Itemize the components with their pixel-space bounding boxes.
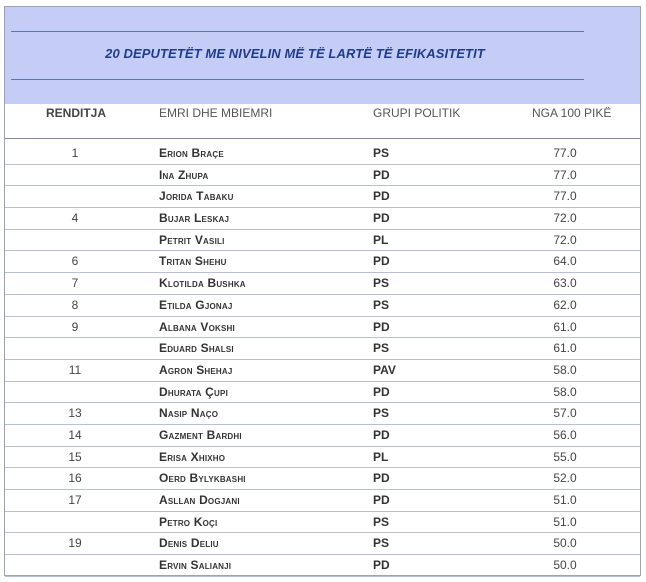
group-cell: PS xyxy=(373,536,390,551)
score-cell: 58.0 xyxy=(553,384,577,399)
rank-cell: 11 xyxy=(68,362,82,377)
score-cell: 63.0 xyxy=(553,276,577,291)
name-cell: Albana Vokshi xyxy=(159,319,235,334)
score-cell: 50.0 xyxy=(553,558,577,573)
group-cell: PD xyxy=(373,471,390,486)
group-cell: PL xyxy=(373,232,389,247)
table-row xyxy=(5,317,640,339)
banner-top-rule xyxy=(11,31,584,32)
name-cell: Petrit Vasili xyxy=(159,232,225,247)
name-cell: Denis Deliu xyxy=(159,536,219,551)
score-cell: 57.0 xyxy=(553,406,577,421)
score-cell: 52.0 xyxy=(553,471,577,486)
group-cell: PAV xyxy=(373,362,396,377)
table-row xyxy=(5,338,640,360)
name-cell: Erisa Xhixho xyxy=(159,449,226,464)
score-cell: 72.0 xyxy=(553,232,577,247)
group-cell: PS xyxy=(373,514,390,529)
score-cell: 77.0 xyxy=(553,167,577,182)
name-cell: Bujar Leskaj xyxy=(159,211,230,226)
header-name: EMRI DHE MBIEMRI xyxy=(159,106,273,120)
table-row xyxy=(5,555,640,577)
group-cell: PD xyxy=(373,211,390,226)
group-cell: PS xyxy=(373,146,390,160)
name-cell: Eduard Shalsi xyxy=(159,341,234,356)
name-cell: Petro Koçi xyxy=(159,514,218,529)
score-cell: 62.0 xyxy=(553,297,577,312)
rank-cell: 14 xyxy=(68,427,82,442)
group-cell: PS xyxy=(373,406,390,421)
group-cell: PS xyxy=(373,276,390,291)
table-row xyxy=(5,533,640,555)
group-cell: PD xyxy=(373,167,390,182)
name-cell: Asllan Dogjani xyxy=(159,493,240,507)
group-cell: PS xyxy=(373,297,390,312)
score-cell: 50.0 xyxy=(553,536,577,551)
table-row xyxy=(5,425,640,447)
score-cell: 77.0 xyxy=(553,146,577,160)
rank-cell: 9 xyxy=(71,319,79,334)
name-cell: Gazment Bardhi xyxy=(159,427,242,442)
rank-cell: 13 xyxy=(68,406,82,421)
table-frame xyxy=(4,6,641,576)
score-cell: 58.0 xyxy=(553,362,577,377)
table-row xyxy=(5,360,640,382)
table-row xyxy=(5,165,640,187)
table-row xyxy=(5,186,640,208)
header-rank: RENDITJA xyxy=(46,106,107,120)
name-cell: Ina Zhupa xyxy=(159,167,209,182)
group-cell: PD xyxy=(373,427,390,442)
name-cell: Agron Shehaj xyxy=(159,362,233,377)
group-cell: PL xyxy=(373,449,389,464)
group-cell: PD xyxy=(373,254,390,269)
table-row xyxy=(5,251,640,273)
name-cell: Klotilda Bushka xyxy=(159,276,246,291)
table-row xyxy=(5,403,640,425)
rank-cell: 15 xyxy=(68,449,82,464)
rank-cell: 6 xyxy=(71,254,79,269)
rank-cell: 16 xyxy=(68,471,82,486)
table-row xyxy=(5,143,640,165)
table-title: 20 DEPUTETËT ME NIVELIN MË TË LARTË TË EFIKASITETIT xyxy=(105,46,485,61)
group-cell: PD xyxy=(373,189,390,204)
group-cell: PD xyxy=(373,558,390,573)
header-score: NGA 100 PIKË xyxy=(532,106,612,120)
table-row xyxy=(5,208,640,230)
table-row xyxy=(5,295,640,317)
table-row xyxy=(5,273,640,295)
name-cell: Etilda Gjonaj xyxy=(159,297,233,312)
score-cell: 61.0 xyxy=(553,319,577,334)
group-cell: PD xyxy=(373,384,390,399)
table-row xyxy=(5,230,640,252)
table-row xyxy=(5,468,640,490)
score-cell: 51.0 xyxy=(553,493,577,507)
name-cell: Tritan Shehu xyxy=(159,254,227,269)
score-cell: 72.0 xyxy=(553,211,577,226)
group-cell: PS xyxy=(373,341,390,356)
rank-cell: 19 xyxy=(68,536,82,551)
column-header-row xyxy=(5,104,640,139)
score-cell: 51.0 xyxy=(553,514,577,529)
score-cell: 55.0 xyxy=(553,449,577,464)
name-cell: Dhurata Çupi xyxy=(159,384,228,399)
title-banner xyxy=(5,7,640,104)
table-row xyxy=(5,490,640,512)
table-row xyxy=(5,382,640,404)
rank-cell: 4 xyxy=(71,211,79,226)
name-cell: Nasip Naço xyxy=(159,406,219,421)
rank-cell: 17 xyxy=(68,493,82,507)
header-group: GRUPI POLITIK xyxy=(373,106,461,120)
score-cell: 64.0 xyxy=(553,254,577,269)
table-row xyxy=(5,512,640,534)
group-cell: PD xyxy=(373,319,390,334)
score-cell: 56.0 xyxy=(553,427,577,442)
name-cell: Ervin Salianji xyxy=(159,558,232,573)
name-cell: Oerd Bylykbashi xyxy=(159,471,246,486)
rank-cell: 8 xyxy=(71,297,79,312)
table-row xyxy=(5,447,640,469)
group-cell: PD xyxy=(373,493,390,507)
banner-bottom-rule xyxy=(11,79,584,80)
score-cell: 77.0 xyxy=(553,189,577,204)
score-cell: 61.0 xyxy=(553,341,577,356)
rank-cell: 7 xyxy=(71,276,79,291)
table-body xyxy=(5,143,640,577)
name-cell: Jorida Tabaku xyxy=(159,189,234,204)
name-cell: Erion Braçe xyxy=(159,146,224,160)
rank-cell: 1 xyxy=(71,146,79,160)
